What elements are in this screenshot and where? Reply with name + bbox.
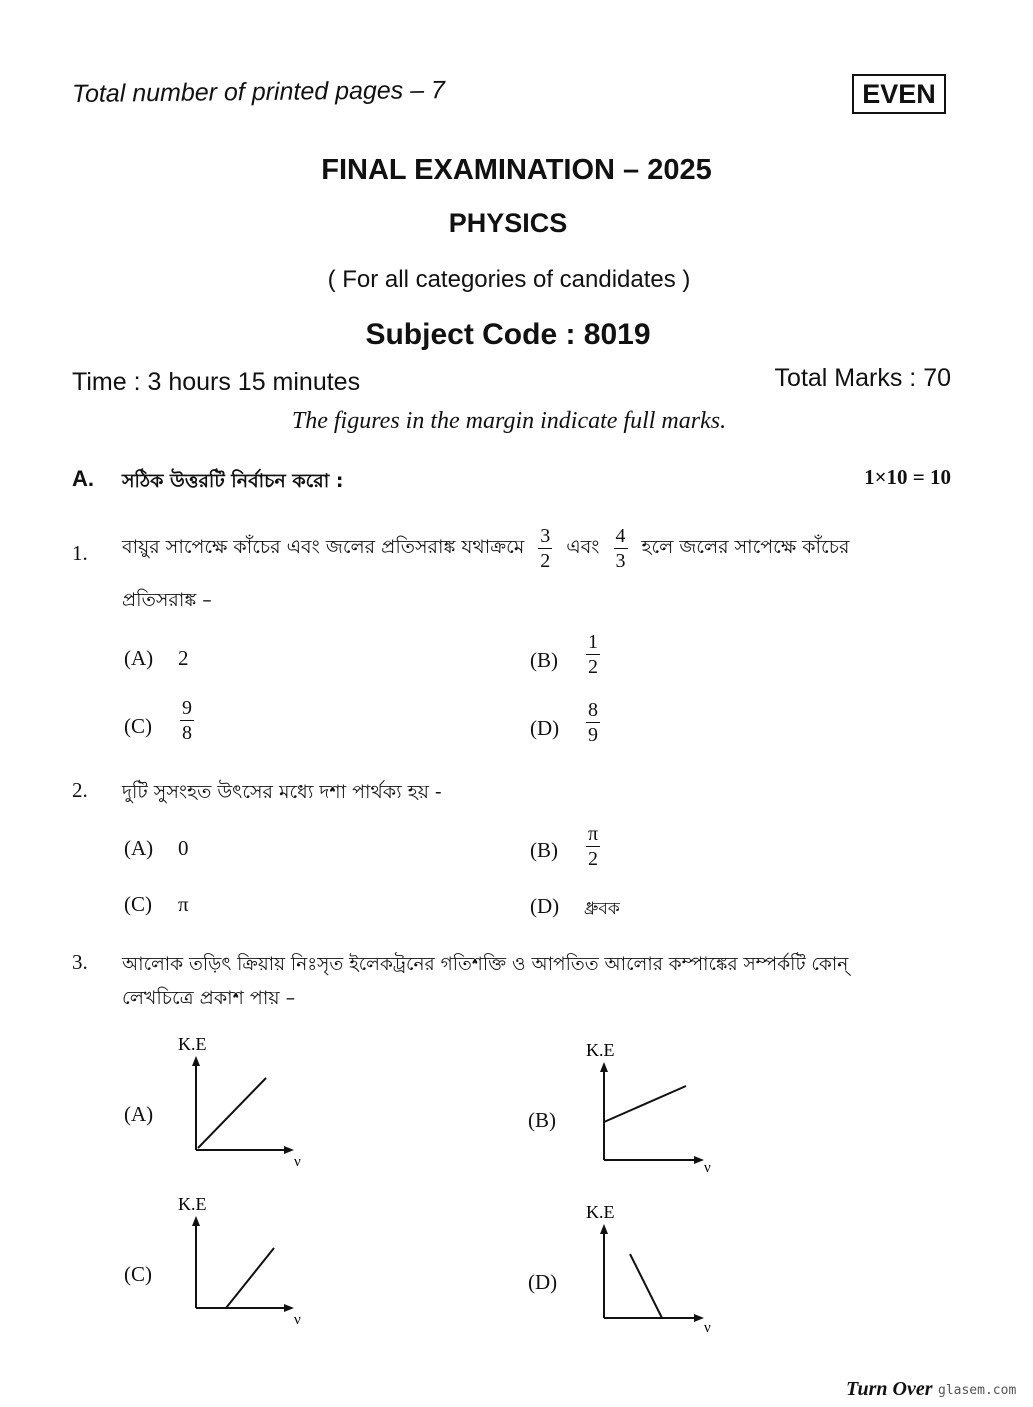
option-label: (C) bbox=[124, 714, 152, 738]
subject-title: PHYSICS bbox=[448, 208, 568, 238]
watermark: glasem.com bbox=[938, 1383, 1017, 1398]
denominator: 3 bbox=[615, 550, 626, 572]
option-value bbox=[586, 630, 600, 679]
option-value bbox=[586, 698, 600, 747]
numerator: 4 bbox=[615, 525, 626, 547]
denominator: 2 bbox=[588, 848, 599, 870]
fraction bbox=[180, 696, 194, 745]
section-letter: A. bbox=[72, 466, 94, 491]
option-value bbox=[180, 696, 194, 745]
graph-option-a bbox=[170, 1030, 320, 1170]
option-label: (C) bbox=[124, 892, 152, 916]
option-label: (C) bbox=[124, 1262, 152, 1286]
x-axis-label: ν bbox=[704, 1320, 711, 1336]
option-label: (B) bbox=[528, 1108, 556, 1132]
question-text: বায়ুর সাপেক্ষে কাঁচের এবং জলের প্রতিসরাঙ্ক যথাক্রমে bbox=[122, 535, 525, 558]
numerator: 1 bbox=[588, 631, 598, 653]
option-label: (D) bbox=[528, 1270, 558, 1294]
numerator: 9 bbox=[182, 697, 192, 719]
question-number: 2. bbox=[72, 778, 88, 802]
arrowhead-icon bbox=[600, 1062, 608, 1072]
turn-over-note: Turn Over bbox=[846, 1378, 933, 1400]
denominator: 8 bbox=[182, 722, 192, 744]
question-text: আলোক তড়িৎ ক্রিয়ায় নিঃসৃত ইলেকট্রনের গতিশক্তি ও আপতিত আলোর কম্পাঙ্কের সম্পর্কটি কোন্ bbox=[122, 954, 849, 975]
fraction bbox=[586, 698, 600, 747]
fraction bbox=[538, 524, 552, 573]
x-axis-label: ν bbox=[704, 1160, 711, 1176]
graph-line bbox=[604, 1086, 686, 1122]
fraction bbox=[586, 822, 600, 871]
arrowhead-icon bbox=[694, 1314, 704, 1322]
x-axis-label: ν bbox=[294, 1312, 301, 1328]
option-value: ধ্রুবক bbox=[584, 899, 620, 919]
denominator: 2 bbox=[588, 656, 598, 678]
option-label: (A) bbox=[124, 1102, 154, 1126]
arrowhead-icon bbox=[694, 1156, 704, 1164]
question-number: 3. bbox=[72, 950, 88, 974]
margin-note: The figures in the margin indicate full marks. bbox=[291, 408, 727, 434]
option-label: (D) bbox=[530, 894, 560, 918]
section-marks: 1×10 = 10 bbox=[864, 465, 951, 489]
arrowhead-icon bbox=[192, 1056, 200, 1066]
printed-pages-note: Total number of printed pages – 7 bbox=[71, 76, 446, 108]
fraction bbox=[586, 630, 600, 679]
y-axis-label: K.E bbox=[586, 1202, 615, 1222]
graph-line bbox=[630, 1254, 662, 1318]
graph-option-b bbox=[578, 1036, 728, 1176]
question-text: প্রতিসরাঙ্ক – bbox=[122, 589, 212, 611]
option-value: 0 bbox=[178, 836, 189, 860]
y-axis-label: K.E bbox=[178, 1034, 207, 1054]
graph-line bbox=[198, 1078, 266, 1148]
total-marks: Total Marks : 70 bbox=[774, 364, 951, 392]
fraction bbox=[614, 524, 628, 573]
graph-option-c bbox=[170, 1190, 320, 1330]
numerator: 3 bbox=[540, 525, 551, 547]
question-number: 1. bbox=[72, 541, 88, 565]
option-value bbox=[586, 822, 600, 871]
subject-code: Subject Code : 8019 bbox=[365, 318, 651, 351]
graph-line bbox=[226, 1248, 274, 1308]
option-label: (A) bbox=[124, 836, 154, 860]
y-axis-label: K.E bbox=[178, 1194, 207, 1214]
exam-title: FINAL EXAMINATION – 2025 bbox=[321, 154, 712, 186]
option-label: (D) bbox=[530, 716, 560, 740]
numerator: π bbox=[588, 823, 599, 845]
option-label: (B) bbox=[530, 838, 558, 862]
denominator: 2 bbox=[540, 550, 551, 572]
candidates-note: ( For all categories of candidates ) bbox=[327, 266, 691, 293]
arrowhead-icon bbox=[284, 1146, 294, 1154]
question-text: হলে জলের সাপেক্ষে কাঁচের bbox=[641, 535, 850, 558]
option-value: 2 bbox=[178, 646, 189, 670]
option-label: (B) bbox=[530, 648, 558, 672]
question-text: দুটি সুসংহত উৎসের মধ্যে দশা পার্থক্য হয় - bbox=[122, 781, 442, 803]
question-text: এবং bbox=[566, 535, 600, 558]
question-1-line-1 bbox=[122, 524, 849, 573]
exam-time: Time : 3 hours 15 minutes bbox=[72, 368, 361, 396]
y-axis-label: K.E bbox=[586, 1040, 615, 1060]
x-axis-label: ν bbox=[294, 1154, 301, 1170]
question-text: লেখচিত্রে প্রকাশ পায় – bbox=[122, 987, 296, 1009]
option-value: π bbox=[178, 892, 189, 916]
option-label: (A) bbox=[124, 646, 154, 670]
section-instruction: সঠিক উত্তরটি নির্বাচন করো : bbox=[122, 470, 344, 492]
set-badge: EVEN bbox=[852, 74, 946, 114]
arrowhead-icon bbox=[192, 1216, 200, 1226]
arrowhead-icon bbox=[600, 1224, 608, 1234]
denominator: 9 bbox=[588, 724, 598, 746]
graph-option-d bbox=[578, 1198, 728, 1338]
numerator: 8 bbox=[588, 699, 598, 721]
arrowhead-icon bbox=[284, 1304, 294, 1312]
